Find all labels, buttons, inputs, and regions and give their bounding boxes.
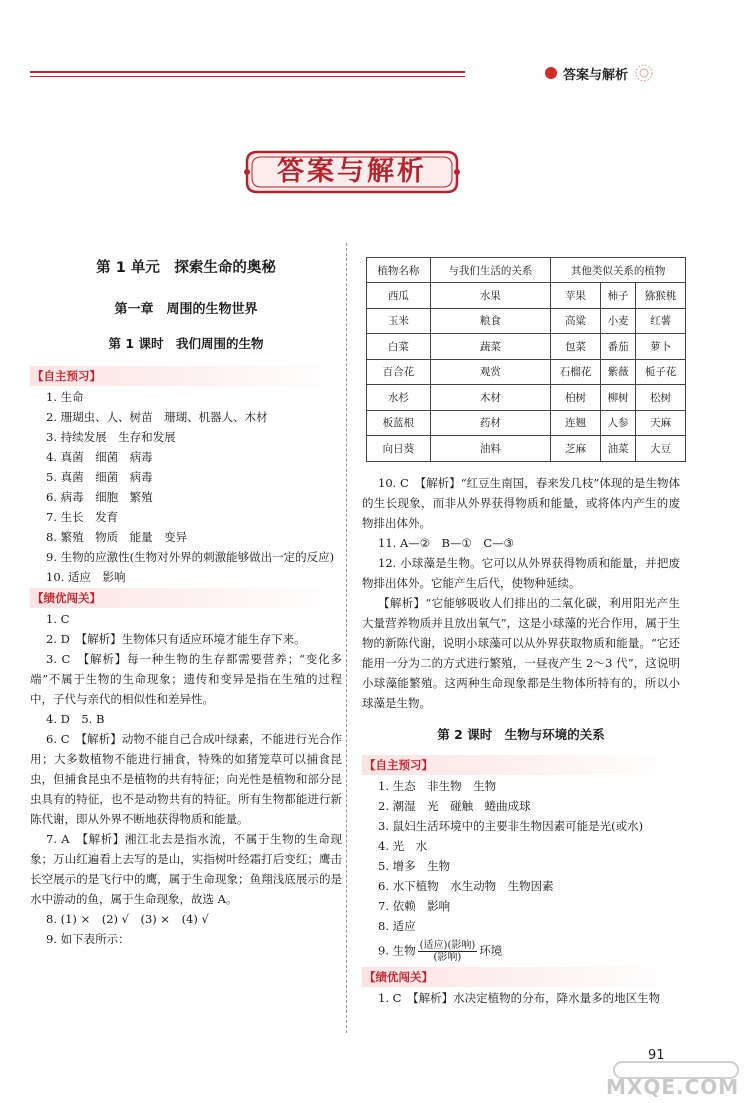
- answer-item: 【解析】“它能够吸收人们排出的二氧化碳，利用阳光产生大量营养物质并且放出氧气”，这是小球藻的光合作用，属于生物的新陈代谢，说明小球藻可以从外界获取物质和能量。“它还能用一分为二的方式进行繁殖，一昼夜产生 2～3 代”，这说明小球藻能繁殖。这两种生命现象都是生物体所特有的，所以小球藻是生物。: [362, 596, 680, 710]
- table-cell: 观赏: [430, 359, 551, 385]
- table-cell: 油菜: [600, 436, 635, 462]
- answer-item: 10. 适应 影响: [46, 570, 126, 584]
- table-row: [367, 410, 686, 436]
- table-cell: 百合花: [367, 359, 431, 385]
- section-tag-advance: 【绩优闯关】: [362, 967, 680, 987]
- table-cell: 白菜: [367, 334, 431, 360]
- table-row: [367, 359, 686, 385]
- table-cell: 油料: [430, 436, 551, 462]
- table-cell: 猕猴桃: [636, 283, 686, 309]
- answer-item: 9. 如下表所示：: [46, 932, 130, 946]
- table-row: [367, 436, 686, 462]
- answer-item: 3. 鼠妇生活环境中的主要非生物因素可能是光(或水): [378, 819, 644, 833]
- relation-suffix: 环境: [479, 943, 503, 958]
- answer-item: 6. C 【解析】动物不能自己合成叶绿素，不能进行光合作用；大多数植物不能进行捕食，特殊的如猪笼草可以捕食昆虫，但捕食昆虫不是植物的共有特征；向光性是植物和部分昆虫具有的特征，也不是动物共有的特征。所有生物都能进行新陈代谢，即从外界不断地获得物质和能量。: [30, 732, 342, 826]
- table-cell: 栀子花: [636, 359, 686, 385]
- answer-item: 5. 真菌 细菌 病毒: [46, 470, 153, 484]
- flower-ornament-icon: [634, 63, 654, 83]
- table-cell: 人参: [600, 410, 635, 436]
- table-cell: 萝卜: [636, 334, 686, 360]
- table-row: [367, 283, 686, 309]
- answer-item: 8. 繁殖 物质 能量 变异: [46, 530, 188, 544]
- answer-item: 7. A 【解析】湘江北去是指水流，不属于生物的生命现象；万山红遍看上去写的是山，实指树叶经霜打后变红；鹰击长空展示的是飞行中的鹰，属于生命现象；鱼翔浅底展示的是水中游动的鱼，属于生命现象，故选 A。: [30, 832, 342, 906]
- table-cell: 天麻: [636, 410, 686, 436]
- table-cell: 蔬菜: [430, 334, 551, 360]
- table-row: [367, 308, 686, 334]
- title-banner: [243, 148, 461, 196]
- table-header-cell: 植物名称: [367, 258, 431, 283]
- table-cell: 包菜: [551, 334, 601, 360]
- table-cell: 粮食: [430, 308, 551, 334]
- lesson-heading: 第 1 课时 我们周围的生物: [108, 336, 264, 351]
- answer-item: 12. 小球藻是生物。它可以从外界获得物质和能量，并把废物排出体外。它能产生后代，使物种延续。: [362, 556, 680, 590]
- table-cell: 石榴花: [551, 359, 601, 385]
- page-title: 答案与解析: [277, 156, 427, 187]
- table-header-cell: 与我们生活的关系: [430, 258, 551, 283]
- plant-table: [366, 257, 686, 462]
- table-cell: 西瓜: [367, 283, 431, 309]
- left-column: [30, 250, 342, 949]
- table-cell: 红薯: [636, 308, 686, 334]
- answer-item: 2. D 【解析】生物体只有适应环境才能生存下来。: [46, 632, 306, 646]
- page-number: 91: [648, 1048, 665, 1063]
- table-cell: 水杉: [367, 385, 431, 411]
- relation-top-label: (适应)(影响): [419, 940, 476, 951]
- unit-heading: 第 1 单元 探索生命的奥秘: [96, 260, 276, 276]
- answer-item: 1. C: [46, 612, 70, 626]
- answer-item: 2. 珊瑚虫、人、树苗 珊瑚、机器人、木材: [46, 410, 268, 424]
- relation-prefix: 9. 生物: [378, 943, 416, 958]
- answer-item: 11. A—② B—① C—③: [378, 536, 514, 550]
- answer-item: 6. 水下植物 水生动物 生物因素: [378, 879, 554, 893]
- table-cell: 紫薇: [600, 359, 635, 385]
- table-row: [367, 385, 686, 411]
- answer-item: 4. D 5. B: [46, 712, 105, 726]
- header-badge: [545, 63, 654, 83]
- answer-item: 2. 潮湿 光 碰触 蜷曲成球: [378, 799, 531, 813]
- watermark-text: MXQE.COM: [606, 1075, 740, 1099]
- answer-item: 4. 真菌 细菌 病毒: [46, 450, 153, 464]
- answer-item: 1. 生命: [46, 390, 84, 404]
- section-tag-preview: 【自主预习】: [30, 366, 342, 386]
- answer-item: 7. 依赖 影响: [378, 899, 451, 913]
- answer-item: 10. C 【解析】“红豆生南国，春来发几枝”体现的是生物体的生长现象，而非从外界获得物质和能量，或将体内产生的废物排出体外。: [362, 476, 680, 530]
- relation-arrows: [418, 940, 478, 963]
- red-dot-icon: [545, 67, 557, 79]
- section-tag-preview: 【自主预习】: [362, 755, 680, 775]
- table-cell: 柳树: [600, 385, 635, 411]
- table-cell: 水果: [430, 283, 551, 309]
- table-cell: 大豆: [636, 436, 686, 462]
- table-cell: 松树: [636, 385, 686, 411]
- header-rule-bottom: [30, 76, 465, 77]
- table-cell: 柏树: [551, 385, 601, 411]
- table-header-row: [367, 258, 686, 283]
- table-cell: 高粱: [551, 308, 601, 334]
- answer-item: 7. 生长 发育: [46, 510, 119, 524]
- table-cell: 向日葵: [367, 436, 431, 462]
- table-cell: 番茄: [600, 334, 635, 360]
- answer-item: 8. (1) × (2) √ (3) × (4) √: [46, 912, 209, 926]
- header-label: 答案与解析: [563, 67, 629, 83]
- table-cell: 苹果: [551, 283, 601, 309]
- table-cell: 小麦: [600, 308, 635, 334]
- table-cell: 柿子: [600, 283, 635, 309]
- table-row: [367, 334, 686, 360]
- answer-item: 8. 适应: [378, 919, 416, 933]
- table-cell: 玉米: [367, 308, 431, 334]
- answer-item: 9. 生物的应激性(生物对外界的刺激能够做出一定的反应): [46, 550, 335, 564]
- answer-item: 3. C 【解析】每一种生物的生存都需要营养；“变化多端”不属于生物的生命现象；遗传和变异是指在生殖的过程中，子代与亲代的相似性和差异性。: [30, 652, 342, 706]
- table-cell: 连翘: [551, 410, 601, 436]
- answer-item: 1. C 【解析】水决定植物的分布，降水量多的地区生物: [378, 991, 661, 1005]
- section-tag-advance: 【绩优闯关】: [30, 588, 342, 608]
- answer-item: 1. 生态 非生物 生物: [378, 779, 497, 793]
- answer-item: 4. 光 水: [378, 839, 428, 853]
- relation-bottom-label: (影响): [433, 952, 462, 963]
- chapter-heading: 第一章 周围的生物世界: [114, 302, 258, 317]
- answer-item-relation: [362, 940, 680, 963]
- table-cell: 药材: [430, 410, 551, 436]
- table-cell: 木材: [430, 385, 551, 411]
- header-rule-top: [30, 71, 465, 73]
- lesson-heading: 第 2 课时 生物与环境的关系: [437, 727, 605, 742]
- right-column: [362, 473, 680, 1008]
- table-cell: 芝麻: [551, 436, 601, 462]
- answer-item: 3. 持续发展 生存和发展: [46, 430, 176, 444]
- answer-item: 5. 增多 生物: [378, 859, 451, 873]
- table-cell: 板蓝根: [367, 410, 431, 436]
- table-header-cell: 其他类似关系的植物: [551, 258, 686, 283]
- column-divider: [346, 243, 347, 1033]
- answer-item: 6. 病毒 细胞 繁殖: [46, 490, 153, 504]
